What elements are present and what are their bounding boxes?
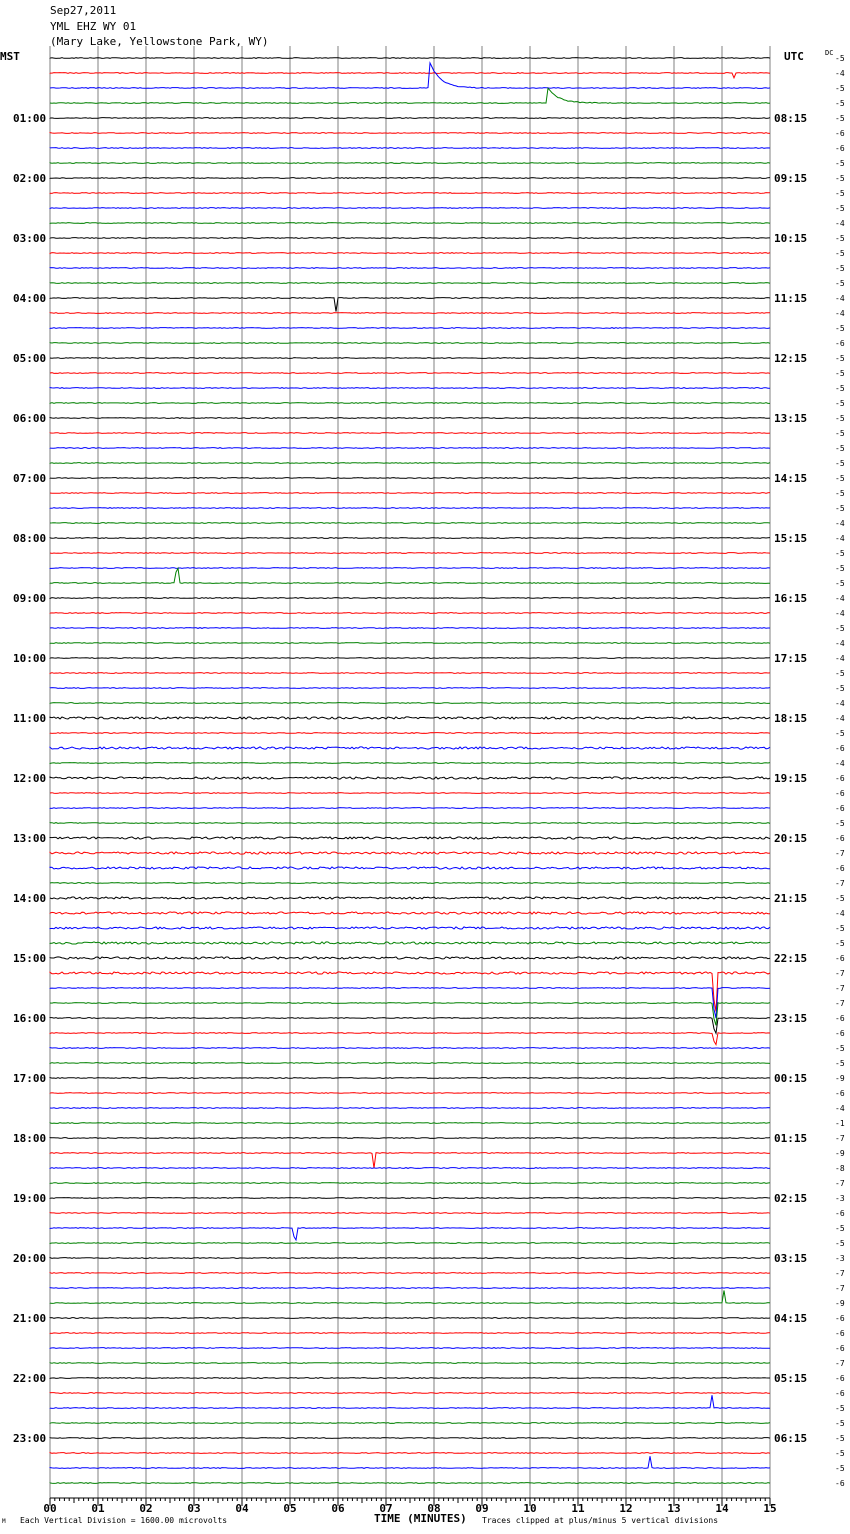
utc-hour-label: 21:15 bbox=[774, 892, 808, 905]
seismic-trace bbox=[50, 1078, 770, 1079]
seismic-trace bbox=[50, 373, 770, 374]
dc-offset-label: -6 bbox=[835, 339, 845, 348]
dc-offset-label: -5 bbox=[835, 684, 845, 693]
seismic-trace bbox=[50, 1228, 770, 1240]
dc-offset-label: -7 bbox=[835, 1269, 845, 1278]
dc-offset-label: -5 bbox=[835, 1239, 845, 1248]
seismic-trace bbox=[50, 837, 770, 839]
station-code: YML EHZ WY 01 bbox=[50, 20, 137, 33]
seismic-trace bbox=[50, 388, 770, 389]
seismic-trace bbox=[50, 643, 770, 644]
dc-offset-label: -5 bbox=[835, 84, 845, 93]
dc-offset-label: -7 bbox=[835, 984, 845, 993]
mst-hour-label: 05:00 bbox=[13, 352, 47, 365]
dc-offset-label: -5 bbox=[835, 1224, 845, 1233]
seismic-trace bbox=[50, 1123, 770, 1124]
utc-hour-label: 20:15 bbox=[774, 832, 808, 845]
seismic-trace bbox=[50, 717, 770, 719]
utc-hour-label: 06:15 bbox=[774, 1432, 808, 1445]
dc-offset-label: -7 bbox=[835, 849, 845, 858]
seismic-trace bbox=[50, 478, 770, 479]
dc-offset-label: -6 bbox=[835, 144, 845, 153]
dc-offset-label: -7 bbox=[835, 1359, 845, 1368]
seismic-trace bbox=[50, 268, 770, 269]
dc-offset-label: -5 bbox=[835, 369, 845, 378]
mst-hour-label: 16:00 bbox=[13, 1012, 47, 1025]
utc-hour-label: 10:15 bbox=[774, 232, 808, 245]
seismic-trace bbox=[50, 523, 770, 524]
x-tick-label: 03 bbox=[187, 1502, 201, 1515]
x-tick-label: 05 bbox=[283, 1502, 297, 1515]
x-tick-label: 14 bbox=[715, 1502, 729, 1515]
seismic-trace bbox=[50, 238, 770, 239]
utc-hour-label: 09:15 bbox=[774, 172, 808, 185]
seismic-trace bbox=[50, 1378, 770, 1379]
dc-offset-label: -4 bbox=[835, 714, 845, 723]
seismic-trace bbox=[50, 313, 770, 314]
seismic-trace bbox=[50, 1213, 770, 1214]
mst-hour-label: 20:00 bbox=[13, 1252, 47, 1265]
seismic-trace bbox=[50, 463, 770, 464]
seismic-trace bbox=[50, 553, 770, 554]
dc-offset-label: -6 bbox=[835, 1209, 845, 1218]
seismic-trace bbox=[50, 1018, 770, 1034]
mst-hour-label: 08:00 bbox=[13, 532, 47, 545]
dc-offset-label: -5 bbox=[835, 279, 845, 288]
dc-offset-label: -5 bbox=[835, 549, 845, 558]
seismic-trace bbox=[50, 1003, 770, 1026]
mst-hour-label: 15:00 bbox=[13, 952, 47, 965]
utc-hour-label: 17:15 bbox=[774, 652, 808, 665]
utc-hour-label: 08:15 bbox=[774, 112, 808, 125]
seismic-trace bbox=[50, 1423, 770, 1424]
mst-hour-label: 02:00 bbox=[13, 172, 47, 185]
seismic-trace bbox=[50, 1395, 770, 1408]
seismic-trace bbox=[50, 1348, 770, 1349]
utc-hour-label: 05:15 bbox=[774, 1372, 808, 1385]
seismic-trace bbox=[50, 703, 770, 704]
seismic-trace bbox=[50, 763, 770, 764]
dc-offset-label: -6 bbox=[835, 1344, 845, 1353]
station-location: (Mary Lake, Yellowstone Park, WY) bbox=[50, 35, 269, 48]
utc-hour-label: 11:15 bbox=[774, 292, 808, 305]
dc-offset-label: -6 bbox=[835, 774, 845, 783]
dc-offset-label: -6 bbox=[835, 789, 845, 798]
dc-offset-label: -7 bbox=[835, 1134, 845, 1143]
dc-offset-label: -5 bbox=[835, 354, 845, 363]
dc-offset-label: -5 bbox=[835, 429, 845, 438]
dc-offset-label: -6 bbox=[835, 1314, 845, 1323]
dc-offset-label: -6 bbox=[835, 804, 845, 813]
seismic-trace bbox=[50, 912, 770, 914]
dc-offset-label: -5 bbox=[835, 624, 845, 633]
dc-offset-label: -5 bbox=[835, 669, 845, 678]
dc-offset-label: -1 bbox=[835, 1119, 845, 1128]
mst-hour-label: 17:00 bbox=[13, 1072, 47, 1085]
seismic-trace bbox=[50, 658, 770, 659]
mst-hour-label: 03:00 bbox=[13, 232, 47, 245]
dc-offset-label: -4 bbox=[835, 309, 845, 318]
dc-offset-label: -5 bbox=[835, 174, 845, 183]
seismic-trace bbox=[50, 1288, 770, 1289]
utc-hour-label: 12:15 bbox=[774, 352, 808, 365]
seismic-trace bbox=[50, 193, 770, 194]
dc-offset-label: -5 bbox=[835, 564, 845, 573]
dc-offset-label: -6 bbox=[835, 1479, 845, 1488]
dc-label: DC bbox=[825, 49, 834, 57]
seismic-trace bbox=[50, 673, 770, 674]
dc-offset-label: -4 bbox=[835, 594, 845, 603]
seismic-trace bbox=[50, 1153, 770, 1169]
utc-hour-label: 01:15 bbox=[774, 1132, 808, 1145]
dc-offset-label: -6 bbox=[835, 864, 845, 873]
seismic-trace bbox=[50, 178, 770, 179]
seismic-trace bbox=[50, 1093, 770, 1094]
dc-offset-label: -5 bbox=[835, 264, 845, 273]
dc-offset-label: -6 bbox=[835, 1374, 845, 1383]
mst-axis-label: MST bbox=[0, 50, 20, 63]
utc-axis-label: UTC bbox=[784, 50, 804, 63]
x-tick-label: 08 bbox=[427, 1502, 441, 1515]
dc-offset-label: -9 bbox=[835, 1074, 845, 1083]
mst-hour-label: 11:00 bbox=[13, 712, 47, 725]
dc-offset-label: -7 bbox=[835, 999, 845, 1008]
utc-hour-label: 15:15 bbox=[774, 532, 808, 545]
dc-offset-label: -5 bbox=[835, 249, 845, 258]
dc-offset-label: -5 bbox=[835, 99, 845, 108]
seismic-trace bbox=[50, 897, 770, 899]
seismic-trace bbox=[50, 867, 770, 869]
seismic-trace bbox=[50, 628, 770, 629]
seismic-trace bbox=[50, 538, 770, 539]
seismic-trace bbox=[50, 208, 770, 209]
dc-offset-label: -5 bbox=[835, 159, 845, 168]
dc-offset-label: -6 bbox=[835, 1329, 845, 1338]
x-tick-label: 13 bbox=[667, 1502, 681, 1515]
mst-hour-label: 12:00 bbox=[13, 772, 47, 785]
seismic-trace bbox=[50, 1198, 770, 1199]
seismic-trace bbox=[50, 883, 770, 884]
x-tick-label: 00 bbox=[43, 1502, 57, 1515]
station-date: Sep27,2011 bbox=[50, 4, 117, 17]
seismic-trace bbox=[50, 298, 770, 312]
dc-offset-label: -5 bbox=[835, 399, 845, 408]
seismic-trace bbox=[50, 418, 770, 419]
seismic-trace bbox=[50, 163, 770, 164]
seismic-trace bbox=[50, 733, 770, 734]
seismic-trace bbox=[50, 568, 770, 569]
seismic-trace bbox=[50, 433, 770, 434]
dc-offset-label: -5 bbox=[835, 729, 845, 738]
seismic-trace bbox=[50, 88, 770, 103]
x-tick-label: 02 bbox=[139, 1502, 153, 1515]
utc-hour-label: 04:15 bbox=[774, 1312, 808, 1325]
dc-offset-label: -7 bbox=[835, 1179, 845, 1188]
seismic-trace bbox=[50, 1453, 770, 1454]
utc-hour-label: 22:15 bbox=[774, 952, 808, 965]
dc-offset-label: -5 bbox=[835, 924, 845, 933]
dc-offset-label: -4 bbox=[835, 519, 845, 528]
utc-hour-label: 03:15 bbox=[774, 1252, 808, 1265]
mst-hour-label: 21:00 bbox=[13, 1312, 47, 1325]
seismic-trace bbox=[50, 852, 770, 854]
seismic-trace bbox=[50, 283, 770, 284]
dc-offset-label: -5 bbox=[835, 1059, 845, 1068]
mst-hour-label: 13:00 bbox=[13, 832, 47, 845]
dc-offset-label: -6 bbox=[835, 1089, 845, 1098]
x-tick-label: 06 bbox=[331, 1502, 345, 1515]
dc-offset-label: -5 bbox=[835, 54, 845, 63]
corner-mark: M bbox=[2, 1518, 6, 1525]
dc-offset-label: -5 bbox=[835, 444, 845, 453]
dc-offset-label: -4 bbox=[835, 759, 845, 768]
x-tick-label: 09 bbox=[475, 1502, 489, 1515]
mst-hour-label: 10:00 bbox=[13, 652, 47, 665]
utc-hour-label: 13:15 bbox=[774, 412, 808, 425]
utc-hour-label: 19:15 bbox=[774, 772, 808, 785]
dc-offset-label: -5 bbox=[835, 189, 845, 198]
dc-offset-label: -5 bbox=[835, 1044, 845, 1053]
seismic-trace bbox=[50, 508, 770, 509]
seismic-trace bbox=[50, 328, 770, 329]
seismic-trace bbox=[50, 747, 770, 749]
dc-offset-label: -5 bbox=[835, 474, 845, 483]
seismic-trace bbox=[50, 403, 770, 404]
dc-offset-label: -5 bbox=[835, 324, 845, 333]
dc-offset-label: -5 bbox=[835, 1464, 845, 1473]
dc-offset-label: -5 bbox=[835, 1449, 845, 1458]
scale-note: Each Vertical Division = 1600.00 microvolts bbox=[20, 1516, 228, 1525]
dc-offset-label: -7 bbox=[835, 1284, 845, 1293]
seismic-trace bbox=[50, 1063, 770, 1064]
dc-offset-label: -4 bbox=[835, 609, 845, 618]
x-tick-label: 12 bbox=[619, 1502, 633, 1515]
seismic-trace bbox=[50, 1363, 770, 1364]
dc-offset-label: -3 bbox=[835, 1254, 845, 1263]
mst-hour-label: 07:00 bbox=[13, 472, 47, 485]
seismic-trace bbox=[50, 133, 770, 134]
seismic-trace bbox=[50, 568, 770, 583]
dc-offset-label: -6 bbox=[835, 744, 845, 753]
x-tick-label: 10 bbox=[523, 1502, 537, 1515]
mst-hour-label: 22:00 bbox=[13, 1372, 47, 1385]
seismic-trace bbox=[50, 688, 770, 689]
seismic-trace bbox=[50, 1243, 770, 1244]
dc-offset-label: -4 bbox=[835, 639, 845, 648]
seismic-trace bbox=[50, 957, 770, 959]
dc-offset-label: -4 bbox=[835, 699, 845, 708]
seismic-trace bbox=[50, 1393, 770, 1394]
utc-hour-label: 14:15 bbox=[774, 472, 808, 485]
seismic-trace bbox=[50, 613, 770, 614]
dc-offset-label: -5 bbox=[835, 414, 845, 423]
seismic-trace bbox=[50, 1273, 770, 1274]
dc-offset-label: -4 bbox=[835, 69, 845, 78]
utc-hour-label: 02:15 bbox=[774, 1192, 808, 1205]
seismic-trace bbox=[50, 223, 770, 224]
dc-offset-label: -4 bbox=[835, 534, 845, 543]
dc-offset-label: -5 bbox=[835, 1419, 845, 1428]
dc-offset-label: -9 bbox=[835, 1149, 845, 1158]
dc-offset-label: -5 bbox=[835, 204, 845, 213]
utc-hour-label: 00:15 bbox=[774, 1072, 808, 1085]
dc-offset-label: -7 bbox=[835, 879, 845, 888]
seismic-trace bbox=[50, 777, 770, 779]
dc-offset-label: -5 bbox=[835, 504, 845, 513]
dc-offset-label: -6 bbox=[835, 954, 845, 963]
x-tick-label: 07 bbox=[379, 1502, 393, 1515]
dc-offset-label: -5 bbox=[835, 1404, 845, 1413]
mst-hour-label: 04:00 bbox=[13, 292, 47, 305]
seismic-trace bbox=[50, 148, 770, 149]
dc-offset-label: -6 bbox=[835, 129, 845, 138]
x-tick-label: 15 bbox=[763, 1502, 777, 1515]
x-tick-label: 04 bbox=[235, 1502, 249, 1515]
x-tick-label: 11 bbox=[571, 1502, 585, 1515]
dc-offset-label: -4 bbox=[835, 909, 845, 918]
dc-offset-label: -5 bbox=[835, 234, 845, 243]
seismic-trace bbox=[50, 1333, 770, 1334]
seismic-trace bbox=[50, 1483, 770, 1484]
seismic-trace bbox=[50, 1456, 770, 1468]
seismic-trace bbox=[50, 448, 770, 449]
mst-hour-label: 18:00 bbox=[13, 1132, 47, 1145]
dc-offset-label: -4 bbox=[835, 294, 845, 303]
seismic-trace bbox=[50, 598, 770, 599]
seismic-trace bbox=[50, 942, 770, 944]
seismic-trace bbox=[50, 493, 770, 494]
seismic-trace bbox=[50, 1318, 770, 1319]
seismic-trace bbox=[50, 63, 770, 88]
seismic-trace bbox=[50, 58, 770, 59]
dc-offset-label: -6 bbox=[835, 834, 845, 843]
dc-offset-label: -4 bbox=[835, 219, 845, 228]
seismic-trace bbox=[50, 118, 770, 119]
dc-offset-label: -6 bbox=[835, 1014, 845, 1023]
seismic-trace bbox=[50, 1108, 770, 1109]
mst-hour-label: 09:00 bbox=[13, 592, 47, 605]
dc-offset-label: -5 bbox=[835, 579, 845, 588]
seismic-trace bbox=[50, 1048, 770, 1049]
dc-offset-label: -5 bbox=[835, 1434, 845, 1443]
mst-hour-label: 06:00 bbox=[13, 412, 47, 425]
dc-offset-label: -8 bbox=[835, 1164, 845, 1173]
dc-offset-label: -3 bbox=[835, 1194, 845, 1203]
mst-hour-label: 19:00 bbox=[13, 1192, 47, 1205]
dc-offset-label: -4 bbox=[835, 1104, 845, 1113]
dc-offset-label: -5 bbox=[835, 489, 845, 498]
seismic-trace bbox=[50, 343, 770, 344]
seismic-trace bbox=[50, 823, 770, 824]
seismic-trace bbox=[50, 1033, 770, 1045]
mst-hour-label: 01:00 bbox=[13, 112, 47, 125]
seismic-trace bbox=[50, 927, 770, 929]
seismic-trace bbox=[50, 1168, 770, 1169]
mst-hour-label: 14:00 bbox=[13, 892, 47, 905]
seismic-trace bbox=[50, 1183, 770, 1184]
seismic-trace bbox=[50, 73, 770, 78]
clip-note: Traces clipped at plus/minus 5 vertical divisions bbox=[482, 1516, 719, 1525]
seismic-trace bbox=[50, 1438, 770, 1439]
seismic-trace bbox=[50, 1138, 770, 1139]
seismic-trace bbox=[50, 1258, 770, 1259]
seismic-trace bbox=[50, 253, 770, 254]
utc-hour-label: 16:15 bbox=[774, 592, 808, 605]
dc-offset-label: -6 bbox=[835, 1389, 845, 1398]
dc-offset-label: -5 bbox=[835, 819, 845, 828]
dc-offset-label: -4 bbox=[835, 654, 845, 663]
seismic-trace bbox=[50, 793, 770, 794]
seismic-trace bbox=[50, 808, 770, 809]
dc-offset-label: -5 bbox=[835, 894, 845, 903]
seismic-trace bbox=[50, 1290, 770, 1303]
dc-offset-label: -7 bbox=[835, 969, 845, 978]
dc-offset-label: -5 bbox=[835, 114, 845, 123]
x-axis-title: TIME (MINUTES) bbox=[374, 1512, 467, 1525]
mst-hour-label: 23:00 bbox=[13, 1432, 47, 1445]
seismic-trace bbox=[50, 972, 770, 1012]
dc-offset-label: -9 bbox=[835, 1299, 845, 1308]
dc-offset-label: -5 bbox=[835, 939, 845, 948]
seismic-trace bbox=[50, 358, 770, 359]
dc-offset-label: -5 bbox=[835, 459, 845, 468]
utc-hour-label: 23:15 bbox=[774, 1012, 808, 1025]
dc-offset-label: -6 bbox=[835, 1029, 845, 1038]
utc-hour-label: 18:15 bbox=[774, 712, 808, 725]
dc-offset-label: -5 bbox=[835, 384, 845, 393]
x-tick-label: 01 bbox=[91, 1502, 105, 1515]
